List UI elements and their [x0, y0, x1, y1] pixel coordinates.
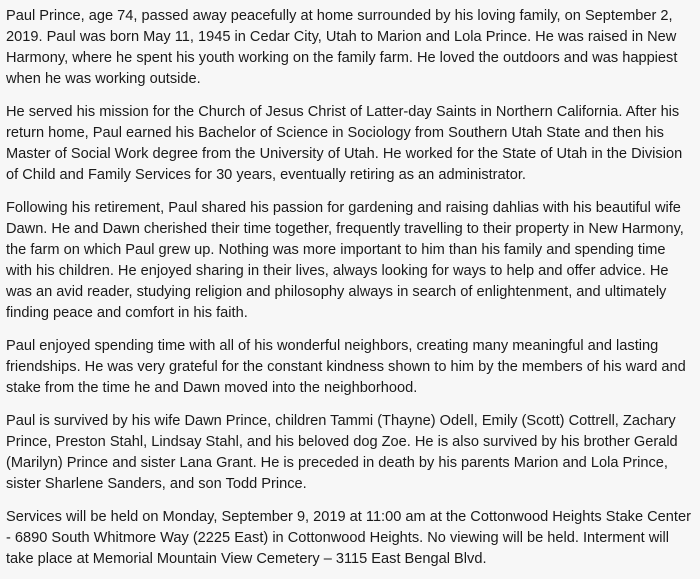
- paragraph-biography-intro: Paul Prince, age 74, passed away peacefully at home surrounded by his loving family, on September 2, 2019. Paul was born May 11, 1945 in Cedar City, Utah to Marion and Lola Prince. He was raised in New Harmony, where he spent his youth working on the family farm. He loved the outdoors and was happiest when he was working outside.: [6, 8, 678, 87]
- paragraph-neighbors: Paul enjoyed spending time with all of his wonderful neighbors, creating many meaningful and lasting friendships. He was very grateful for the constant kindness shown to him by the members of his ward and stake from the time he and Dawn moved into the neighborhood.: [6, 338, 686, 396]
- paragraph-services: Services will be held on Monday, September 9, 2019 at 11:00 am at the Cottonwood Heights Stake Center - 6890 South Whitmore Way (2225 East) in Cottonwood Heights. No viewing will be held. Interment will take place at Memorial Mountain View Cemetery – 3115 East Bengal Blvd.: [6, 509, 691, 567]
- paragraph-retirement: Following his retirement, Paul shared his passion for gardening and raising dahlias with his beautiful wife Dawn. He and Dawn cherished their time together, frequently travelling to their property in New Harmony, the farm on which Paul grew up. Nothing was more important to him than his family and spending time with his children. He enjoyed sharing in their lives, always looking for ways to help and offer advice. He was an avid reader, studying religion and philosophy always in search of enlightenment, and ultimately finding peace and comfort in his faith.: [6, 200, 684, 321]
- paragraph-mission-and-career: He served his mission for the Church of Jesus Christ of Latter-day Saints in Northern California. After his return home, Paul earned his Bachelor of Science in Sociology from Southern Utah State and then his Master of Social Work degree from the University of Utah. He worked for the State of Utah in the Division of Child and Family Services for 30 years, eventually retiring as an administrator.: [6, 104, 683, 183]
- paragraph-survivors: Paul is survived by his wife Dawn Prince, children Tammi (Thayne) Odell, Emily (Scott) Cottrell, Zachary Prince, Preston Stahl, Lindsay Stahl, and his beloved dog Zoe. He is also survived by his brother Gerald (Marilyn) Prince and sister Lana Grant. He is preceded in death by his parents Marion and Lola Prince, sister Sharlene Sanders, and son Todd Prince.: [6, 413, 678, 492]
